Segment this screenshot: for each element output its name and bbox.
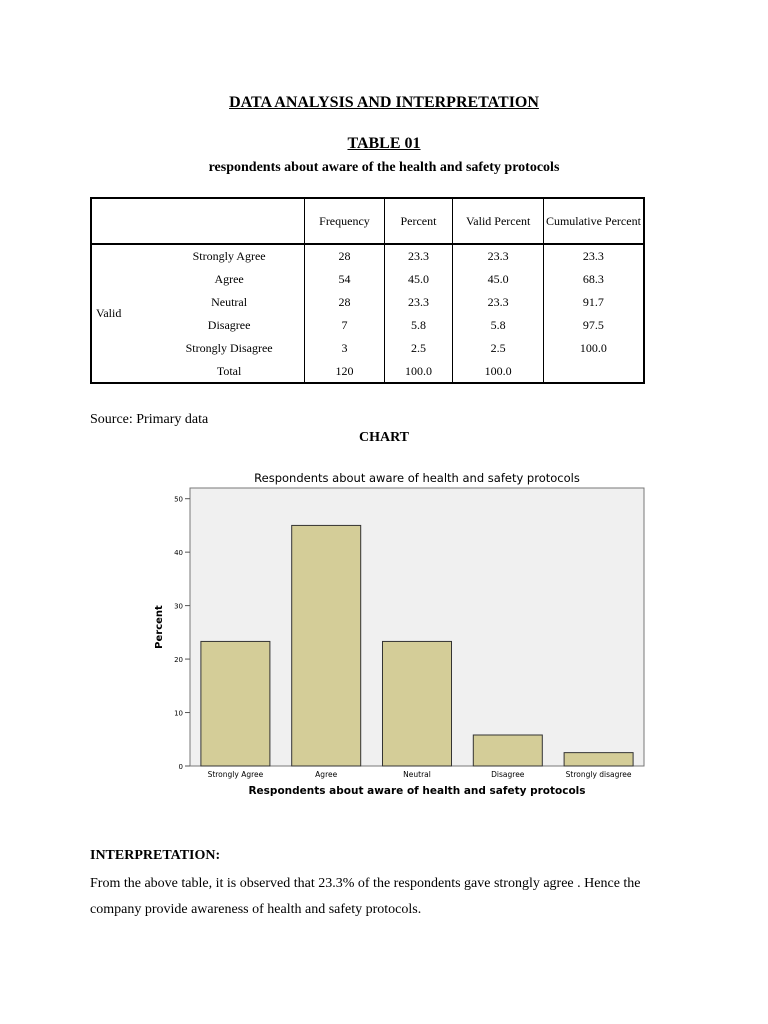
row-label: Agree: [214, 272, 244, 286]
y-tick-label: 10: [174, 709, 183, 718]
cell-cumulative-percent: 97.5: [543, 314, 644, 337]
table-row: [91, 291, 644, 314]
cell-percent: 100.0: [384, 360, 453, 383]
bar: [382, 641, 451, 766]
cell-percent: 2.5: [384, 337, 453, 360]
header-valid-percent: Valid Percent: [453, 198, 543, 244]
y-axis-label: Percent: [154, 605, 165, 649]
header-percent: Percent: [384, 198, 453, 244]
cell-valid-percent: 23.3: [453, 291, 543, 314]
table-row: [91, 337, 644, 360]
row-label: Neutral: [211, 295, 248, 309]
bar: [564, 753, 633, 766]
table-row: [91, 268, 644, 291]
table-header-row: [91, 198, 644, 244]
valid-group-label: Valid: [96, 306, 122, 320]
cell-percent: 45.0: [384, 268, 453, 291]
y-tick-label: 50: [174, 495, 183, 504]
cell-valid-percent: 5.8: [453, 314, 543, 337]
cell-valid-percent: 100.0: [453, 360, 543, 383]
x-tick-label: Agree: [315, 770, 338, 779]
y-tick-label: 30: [174, 602, 183, 611]
interpretation-body: From the above table, it is observed that 23.3% of the respondents gave strongly agree . Hence the company provide awareness of health and safety protocols.: [90, 876, 641, 917]
x-tick-label: Strongly Agree: [207, 770, 264, 779]
y-tick-label: 20: [174, 656, 183, 665]
table-row: [91, 314, 644, 337]
table-caption: respondents about aware of the health and safety protocols: [208, 160, 560, 175]
cell-frequency: 3: [305, 337, 384, 360]
x-axis-label: Respondents about aware of health and safety protocols: [248, 785, 586, 797]
cell-frequency: 7: [305, 314, 384, 337]
cell-percent: 5.8: [384, 314, 453, 337]
row-label: Strongly Disagree: [185, 341, 273, 355]
bar-chart: [140, 462, 660, 807]
cell-cumulative-percent: [543, 360, 644, 383]
y-tick-label: 0: [178, 763, 183, 771]
row-label: Total: [216, 363, 242, 378]
bar: [292, 525, 361, 766]
row-label: Disagree: [207, 318, 251, 332]
cell-valid-percent: 45.0: [453, 268, 543, 291]
cell-frequency: 28: [305, 244, 384, 268]
source-note: Source: Primary data: [90, 412, 209, 427]
x-tick-label: Disagree: [491, 770, 525, 779]
cell-cumulative-percent: 68.3: [543, 268, 644, 291]
row-label: Strongly Agree: [192, 249, 266, 263]
cell-percent: 23.3: [384, 244, 453, 268]
y-tick-label: 40: [174, 549, 183, 558]
bar: [473, 735, 542, 766]
table-total-row: [91, 360, 644, 383]
cell-frequency: 120: [305, 360, 384, 383]
x-tick-label: Strongly disagree: [565, 770, 632, 779]
chart-heading: CHART: [358, 430, 410, 445]
cell-cumulative-percent: 100.0: [543, 337, 644, 360]
header-empty-cell: [91, 198, 305, 244]
cell-frequency: 54: [305, 268, 384, 291]
table-title: TABLE 01: [347, 135, 421, 152]
cell-cumulative-percent: 23.3: [543, 244, 644, 268]
cell-frequency: 28: [305, 291, 384, 314]
page-heading: DATA ANALYSIS AND INTERPRETATION: [229, 94, 539, 111]
cell-valid-percent: 23.3: [453, 244, 543, 268]
header-frequency: Frequency: [305, 198, 384, 244]
cell-valid-percent: 2.5: [453, 337, 543, 360]
frequency-table: [90, 197, 645, 384]
x-tick-label: Neutral: [403, 770, 431, 779]
table-row: [91, 244, 644, 268]
cell-percent: 23.3: [384, 291, 453, 314]
chart-title: Respondents about aware of health and safety protocols: [254, 471, 580, 485]
interpretation-heading: INTERPRETATION:: [90, 848, 221, 863]
header-cumulative-percent: Cumulative Percent: [543, 198, 644, 244]
bar: [201, 641, 270, 766]
cell-cumulative-percent: 91.7: [543, 291, 644, 314]
